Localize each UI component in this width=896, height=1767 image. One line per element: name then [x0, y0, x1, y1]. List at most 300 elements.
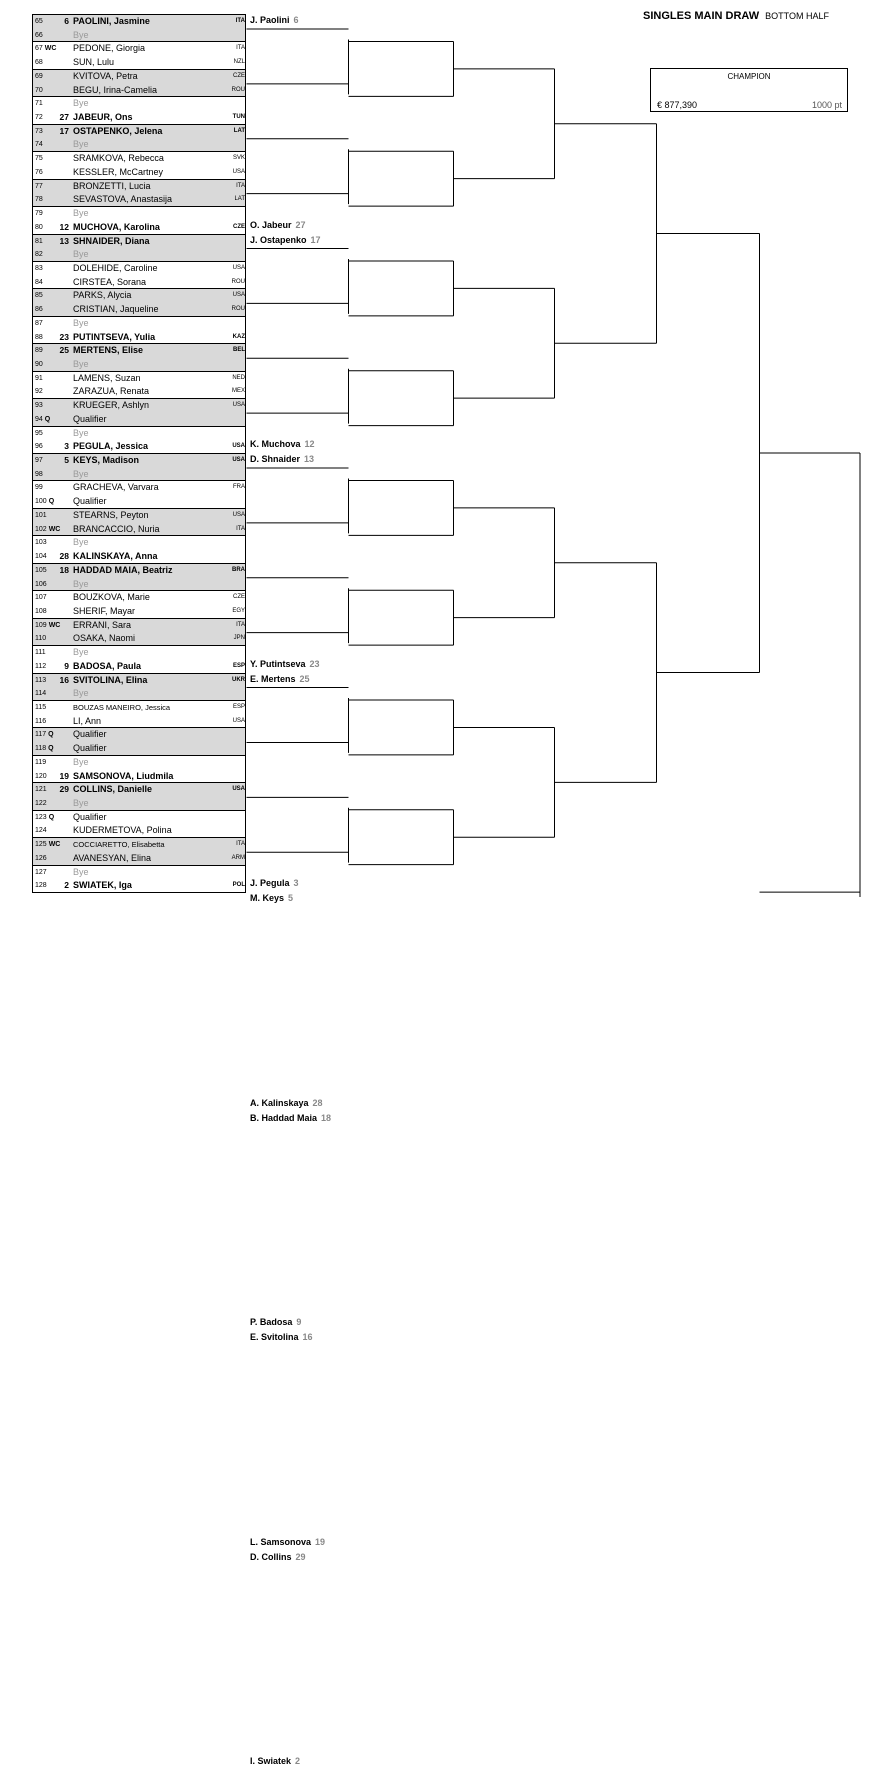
draw-position-number: 85: [35, 292, 43, 300]
round2-player-name: A. Kalinskaya: [250, 1097, 309, 1108]
first-round-match: [32, 782, 246, 810]
player-name: BRANCACCIO, Nuria: [73, 523, 160, 534]
player-seed: 29: [59, 784, 69, 795]
player-name: COCCIARETTO, Elisabetta: [73, 840, 165, 850]
player-name: JABEUR, Ons: [73, 112, 133, 123]
draw-position-number: 86: [35, 306, 43, 314]
draw-position: [35, 579, 47, 590]
player-name: BRONZETTI, Lucia: [73, 180, 151, 191]
draw-position: [35, 702, 46, 713]
round2-player-name: Y. Putintseva: [250, 658, 306, 669]
draw-position: [35, 606, 47, 617]
player-row: [33, 42, 247, 55]
draw-position-number: 108: [35, 607, 47, 615]
draw-position: [35, 537, 47, 548]
player-country: BRA: [232, 566, 245, 573]
draw-position: [35, 57, 43, 68]
draw-position: [35, 30, 43, 41]
entry-tag: WC: [48, 841, 61, 849]
player-row: [33, 879, 247, 892]
draw-position-number: 118: [35, 745, 47, 753]
player-row: [33, 427, 247, 440]
player-row: [33, 852, 247, 865]
draw-position-number: 89: [35, 347, 43, 355]
round2-player: [250, 235, 321, 246]
round2-player-name: O. Jabeur: [250, 219, 292, 230]
player-name: KEYS, Madison: [73, 455, 140, 466]
round2-player-seed: 9: [296, 1317, 302, 1328]
player-row: [33, 97, 247, 110]
round2-player-seed: 29: [295, 1551, 306, 1562]
champion-label: CHAMPION: [727, 72, 771, 81]
player-country: ARM: [231, 854, 245, 861]
draw-position: [35, 867, 47, 878]
player-country: ITA: [236, 841, 245, 848]
player-name: Bye: [73, 317, 89, 328]
draw-position-number: 117: [35, 731, 47, 739]
draw-position: [35, 428, 43, 439]
player-row: [33, 138, 247, 151]
player-row: [33, 495, 247, 508]
first-round-match: [32, 371, 246, 399]
player-name: Bye: [73, 647, 89, 658]
player-name: SHERIF, Mayar: [73, 605, 136, 616]
player-name: SEVASTOVA, Anastasija: [73, 194, 173, 205]
player-country: ITA: [236, 525, 245, 532]
champion-prize: € 877,390: [657, 100, 698, 110]
round2-player-name: L. Samsonova: [250, 1536, 312, 1547]
round2-player: [250, 1756, 300, 1767]
round2-player-name: B. Haddad Maia: [250, 1112, 318, 1123]
draw-position: [35, 592, 47, 603]
round2-player-seed: 17: [310, 234, 321, 245]
player-country: USA: [232, 168, 245, 175]
player-seed: 16: [59, 674, 69, 685]
player-name: SAMSONOVA, Liudmila: [73, 770, 174, 781]
player-row: [33, 166, 247, 179]
player-row: [33, 56, 247, 69]
player-name: PAOLINI, Jasmine: [73, 16, 150, 26]
draw-position: [35, 743, 54, 754]
first-round-match: [32, 645, 246, 673]
first-round-match: [32, 865, 246, 893]
player-name: Bye: [73, 578, 89, 589]
draw-position-number: 127: [35, 868, 47, 876]
player-row: [33, 728, 247, 741]
draw-position-number: 66: [35, 31, 43, 39]
player-name: Qualifier: [73, 413, 107, 424]
draw-position: [35, 839, 60, 850]
player-country: KAZ: [232, 333, 245, 340]
player-row: [33, 358, 247, 371]
first-round-match: [32, 261, 246, 289]
player-row: [33, 303, 247, 316]
draw-position-number: 79: [35, 210, 43, 218]
round2-player-seed: 23: [309, 658, 320, 669]
player-seed: 2: [64, 880, 69, 891]
player-name: KALINSKAYA, Anna: [73, 551, 158, 562]
draw-position-number: 87: [35, 319, 43, 327]
player-country: ESP: [232, 704, 245, 710]
player-name: Bye: [73, 139, 89, 150]
player-row: [33, 317, 247, 330]
player-row: [33, 674, 247, 687]
player-name: PEGULA, Jessica: [73, 441, 149, 452]
draw-position-number: 80: [35, 223, 43, 231]
player-seed: 23: [59, 331, 69, 342]
draw-position: [35, 359, 43, 370]
player-row: [33, 454, 247, 467]
draw-position-number: 105: [35, 566, 47, 574]
round2-player-name: D. Collins: [250, 1551, 292, 1562]
draw-position-number: 111: [35, 649, 46, 657]
draw-position: [35, 167, 43, 178]
player-row: [33, 536, 247, 549]
first-round-match: [32, 810, 246, 838]
entry-tag: Q: [48, 731, 54, 739]
draw-position-number: 102: [35, 525, 47, 533]
round2-player-seed: 27: [295, 219, 306, 230]
player-name: MERTENS, Elise: [73, 345, 144, 356]
player-row: [33, 632, 247, 645]
draw-position-number: 123: [35, 813, 47, 821]
draw-position-number: 104: [35, 553, 47, 561]
round2-player-seed: 16: [302, 1332, 313, 1343]
draw-position-number: 128: [35, 882, 47, 890]
entry-tag: WC: [48, 621, 61, 629]
player-seed: 6: [64, 16, 69, 26]
player-row: [33, 509, 247, 522]
player-seed: 5: [64, 455, 69, 466]
player-seed: 9: [64, 660, 69, 671]
player-name: BOUZAS MANEIRO, Jessica: [73, 703, 171, 712]
player-name: PUTINTSEVA, Yulia: [73, 331, 156, 342]
player-seed: 17: [59, 125, 69, 136]
player-row: [33, 111, 247, 124]
player-row: [33, 468, 247, 481]
first-round-match: [32, 96, 246, 124]
player-row: [33, 152, 247, 165]
player-row: [33, 742, 247, 755]
round2-player-seed: 28: [312, 1097, 323, 1108]
draw-position-number: 124: [35, 827, 47, 835]
player-row: [33, 207, 247, 220]
first-round-match: [32, 316, 246, 344]
round2-player-seed: 25: [299, 673, 310, 684]
draw-position-number: 81: [35, 237, 43, 245]
player-row: [33, 248, 247, 261]
draw-position: [35, 482, 43, 493]
draw-position: [35, 757, 46, 768]
player-name: SWIATEK, Iga: [73, 880, 132, 891]
player-country: CZE: [233, 72, 245, 79]
entry-tag: Q: [48, 745, 54, 753]
first-round-match: [32, 69, 246, 97]
draw-position: [35, 688, 46, 699]
draw-position: [35, 716, 46, 727]
draw-position-number: 115: [35, 704, 47, 711]
draw-position-number: 116: [35, 717, 47, 725]
player-country: POL: [232, 882, 245, 889]
round2-player: [250, 220, 306, 231]
round2-player-seed: 3: [293, 878, 299, 889]
player-row: [33, 797, 247, 810]
first-round-match: [32, 453, 246, 481]
player-seed: 3: [64, 441, 69, 452]
round2-player: [250, 893, 293, 904]
player-name: AVANESYAN, Elina: [73, 852, 152, 863]
player-name: Bye: [73, 537, 89, 548]
player-country: USA: [232, 786, 245, 793]
draw-subtitle: BOTTOM HALF: [765, 11, 829, 21]
player-seed: 12: [59, 221, 69, 232]
draw-position: [35, 98, 43, 109]
first-round-match: [32, 563, 246, 591]
player-country: MEX: [231, 388, 245, 395]
player-seed: 25: [59, 345, 69, 356]
player-country: ITA: [235, 18, 245, 24]
player-name: SVITOLINA, Elina: [73, 674, 148, 685]
player-row: [33, 564, 247, 577]
round2-player: [250, 1098, 323, 1109]
player-country: CZE: [233, 223, 245, 230]
entry-tag: Q: [48, 498, 55, 506]
player-seed: 18: [59, 564, 69, 575]
draw-position: [35, 469, 43, 480]
player-name: Bye: [73, 468, 89, 479]
draw-position-number: 122: [35, 800, 47, 808]
player-row: [33, 811, 247, 824]
round2-player-name: M. Keys: [250, 893, 285, 904]
player-name: Qualifier: [73, 811, 107, 822]
first-round-match: [32, 206, 246, 234]
draw-position-number: 73: [35, 127, 43, 135]
first-round-match: [32, 618, 246, 646]
player-row: [33, 235, 247, 248]
entry-tag: Q: [48, 813, 55, 821]
player-name: OSAKA, Naomi: [73, 633, 136, 644]
player-row: [33, 221, 247, 234]
draw-position: [35, 414, 50, 425]
draw-position-number: 83: [35, 264, 43, 272]
draw-position-number: 96: [35, 443, 43, 451]
player-name: ZARAZUA, Renata: [73, 386, 150, 397]
draw-position-number: 90: [35, 360, 43, 368]
player-row: [33, 440, 247, 453]
round2-player-name: I. Swiatek: [250, 1756, 292, 1767]
round2-player: [250, 1317, 301, 1328]
player-seed: 13: [59, 235, 69, 246]
player-country: EGY: [232, 607, 245, 614]
first-round-match: [32, 837, 246, 865]
player-row: [33, 756, 247, 769]
player-name: Qualifier: [73, 743, 107, 754]
player-name: Bye: [73, 358, 89, 369]
player-name: Bye: [73, 427, 89, 438]
draw-position: [35, 812, 54, 823]
player-country: USA: [232, 511, 245, 518]
draw-position-number: 78: [35, 196, 43, 204]
player-row: [33, 687, 247, 700]
player-row: [33, 372, 247, 385]
player-row: [33, 399, 247, 412]
round2-player-seed: 5: [288, 893, 294, 904]
draw-position: [35, 263, 43, 274]
round2-player-name: J. Paolini: [250, 15, 290, 25]
champion-points: 1000 pt: [811, 100, 842, 110]
first-round-match: [32, 343, 246, 371]
player-name: SUN, Lulu: [73, 57, 115, 68]
player-name: Bye: [73, 688, 89, 699]
player-row: [33, 413, 247, 426]
round2-player-seed: 18: [321, 1112, 332, 1123]
draw-position-number: 120: [35, 772, 47, 780]
player-name: CIRSTEA, Sorana: [73, 276, 147, 287]
first-round-match: [32, 179, 246, 207]
player-country: USA: [232, 402, 245, 409]
draw-position-number: 84: [35, 278, 43, 286]
first-round-match: [32, 673, 246, 701]
draw-position-number: 109: [35, 621, 47, 629]
player-row: [33, 783, 247, 796]
entry-tag: WC: [44, 45, 57, 53]
player-row: [33, 262, 247, 275]
player-row: [33, 660, 247, 673]
draw-position: [35, 633, 46, 644]
player-row: [33, 605, 247, 618]
player-name: Bye: [73, 756, 89, 767]
player-row: [33, 715, 247, 728]
player-name: OSTAPENKO, Jelena: [73, 125, 163, 136]
player-name: SRAMKOVA, Rebecca: [73, 153, 164, 164]
entry-tag: Q: [44, 415, 51, 423]
player-row: [33, 523, 247, 536]
player-name: CRISTIAN, Jaqueline: [73, 304, 159, 315]
player-name: GRACHEVA, Varvara: [73, 482, 159, 493]
player-country: USA: [232, 443, 245, 450]
player-country: UKR: [232, 676, 245, 683]
round2-player: [250, 1113, 331, 1124]
draw-position-number: 72: [35, 114, 43, 122]
round2-player-seed: 13: [304, 454, 315, 465]
player-country: CZE: [233, 594, 245, 601]
player-name: BOUZKOVA, Marie: [73, 592, 150, 603]
round2-player: [250, 659, 320, 670]
player-row: [33, 591, 247, 604]
player-country: TUN: [232, 114, 245, 121]
draw-position: [35, 647, 46, 658]
draw-position: [35, 181, 43, 192]
draw-position-number: 67: [35, 45, 43, 53]
player-row: [33, 866, 247, 879]
draw-position-number: 114: [35, 690, 47, 698]
draw-position-number: 97: [35, 457, 43, 465]
draw-position: [35, 139, 43, 150]
draw-position-number: 98: [35, 470, 43, 478]
player-name: SHNAIDER, Diana: [73, 235, 150, 246]
player-name: DOLEHIDE, Caroline: [73, 262, 158, 273]
player-row: [33, 331, 247, 344]
round2-player-name: J. Ostapenko: [250, 234, 307, 245]
player-country: USA: [232, 292, 245, 299]
draw-position-number: 77: [35, 182, 43, 190]
draw-position-number: 112: [35, 662, 47, 670]
player-country: ROU: [231, 86, 245, 93]
round2-player: [250, 878, 299, 889]
round2-player-name: E. Svitolina: [250, 1332, 299, 1343]
player-row: [33, 289, 247, 302]
player-name: ERRANI, Sara: [73, 619, 132, 630]
player-row: [33, 84, 247, 97]
round2-player-name: E. Mertens: [250, 673, 296, 684]
player-row: [33, 125, 247, 138]
player-name: LI, Ann: [73, 715, 102, 726]
draw-position: [35, 290, 43, 301]
player-country: SVK: [232, 155, 245, 162]
player-country: LAT: [233, 127, 245, 134]
player-country: FRA: [233, 484, 245, 491]
draw-position: [35, 729, 54, 740]
draw-position-number: 91: [35, 374, 43, 382]
player-row: [33, 180, 247, 193]
round2-player: [250, 1552, 306, 1563]
draw-position: [35, 194, 43, 205]
draw-position-number: 70: [35, 86, 43, 94]
player-row: [33, 385, 247, 398]
draw-position: [35, 208, 43, 219]
player-country: BEL: [233, 347, 245, 354]
entry-tag: WC: [48, 525, 61, 533]
round2-player-seed: 2: [295, 1756, 301, 1767]
player-row: [33, 70, 247, 83]
player-country: LAT: [234, 196, 245, 203]
draw-position-number: 126: [35, 854, 47, 862]
player-country: ROU: [231, 306, 245, 313]
first-round-match: [32, 727, 246, 755]
player-name: BEGU, Irina-Camelia: [73, 84, 158, 95]
first-round-match: [32, 590, 246, 618]
round2-player-seed: 12: [304, 439, 315, 450]
draw-position: [35, 825, 47, 836]
draw-position-number: 110: [35, 635, 47, 643]
player-name: KRUEGER, Ashlyn: [73, 400, 150, 411]
player-country: ESP: [232, 662, 245, 669]
draw-position: [35, 496, 54, 507]
draw-position: [35, 304, 43, 315]
player-row: [33, 838, 247, 851]
player-name: Bye: [73, 798, 89, 809]
first-round-match: [32, 700, 246, 728]
player-name: MUCHOVA, Karolina: [73, 221, 160, 232]
player-name: KVITOVA, Petra: [73, 70, 138, 81]
round2-player: [250, 439, 315, 450]
player-name: STEARNS, Peyton: [73, 509, 149, 520]
player-row: [33, 646, 247, 659]
player-row: [33, 578, 247, 591]
player-seed: 27: [59, 112, 69, 123]
draw-position: [35, 43, 56, 54]
player-row: [33, 29, 247, 42]
player-row: [33, 550, 247, 563]
draw-position: [35, 153, 43, 164]
draw-position-number: 101: [35, 511, 47, 519]
first-round-match: [32, 535, 246, 563]
player-row: [33, 770, 247, 783]
draw-position: [35, 510, 47, 521]
player-country: USA: [232, 264, 245, 271]
player-row: [33, 619, 247, 632]
first-round-match: [32, 234, 246, 262]
